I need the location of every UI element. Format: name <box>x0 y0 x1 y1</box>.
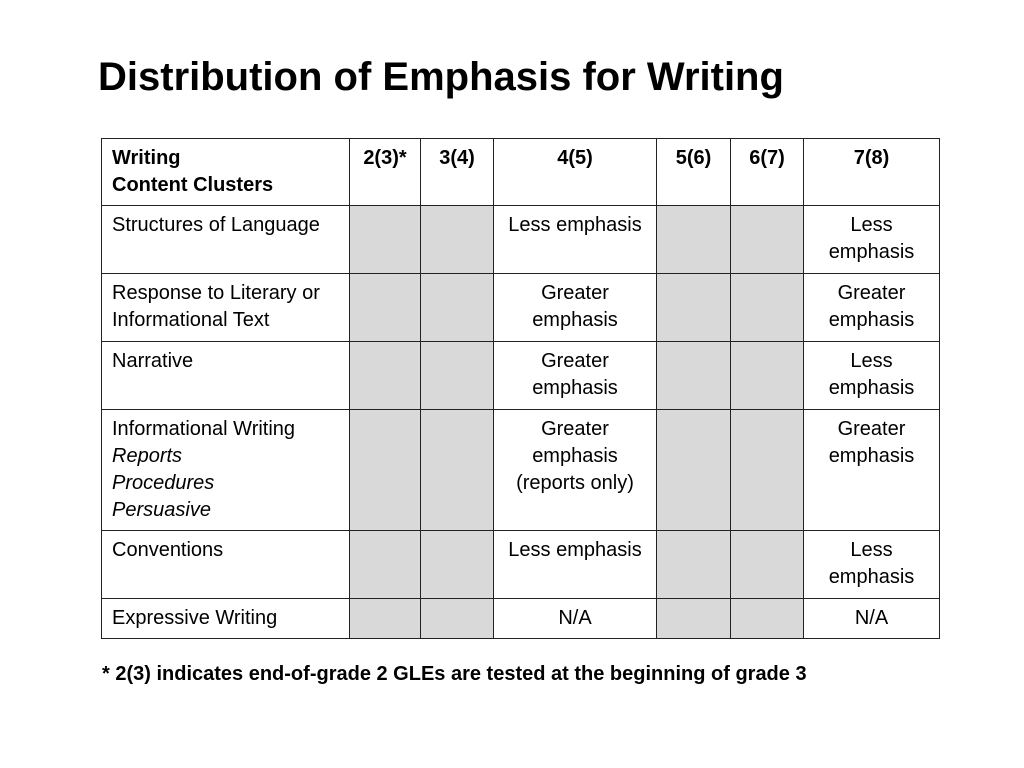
shaded-cell <box>657 599 731 639</box>
shaded-cell <box>421 531 494 599</box>
table-row <box>102 342 940 410</box>
shaded-cell <box>421 342 494 410</box>
page-title: Distribution of Emphasis for Writing <box>98 55 784 99</box>
row-label: Informational Writing <box>112 418 296 440</box>
shaded-cell <box>421 274 494 342</box>
emphasis-cell-4-5: Greater emphasis <box>494 342 657 410</box>
shaded-cell <box>731 206 804 274</box>
emphasis-cell-4-5: Less emphasis <box>494 531 657 599</box>
emphasis-cell-7-8: Less emphasis <box>804 531 940 599</box>
shaded-cell <box>731 599 804 639</box>
header-grade-7-8: 7(8) <box>804 139 940 206</box>
emphasis-note: (reports only) <box>516 472 634 494</box>
emphasis-cell-7-8: Greater emphasis <box>804 410 940 531</box>
shaded-cell <box>350 599 421 639</box>
shaded-cell <box>421 599 494 639</box>
shaded-cell <box>350 342 421 410</box>
emphasis-cell-7-8: Less emphasis <box>804 342 940 410</box>
shaded-cell <box>657 410 731 531</box>
row-label: Structures of Language <box>102 206 350 274</box>
shaded-cell <box>350 410 421 531</box>
header-cluster-line1: Writing <box>112 147 181 169</box>
header-grade-2-3: 2(3)* <box>350 139 421 206</box>
shaded-cell <box>731 342 804 410</box>
emphasis-table <box>101 138 940 639</box>
shaded-cell <box>731 274 804 342</box>
shaded-cell <box>657 531 731 599</box>
shaded-cell <box>350 531 421 599</box>
shaded-cell <box>421 206 494 274</box>
row-sub-item-procedures: Procedures <box>112 472 215 494</box>
emphasis-cell-7-8: N/A <box>804 599 940 639</box>
shaded-cell <box>350 206 421 274</box>
emphasis-cell-4-5: Greater emphasis <box>494 274 657 342</box>
table-row <box>102 206 940 274</box>
emphasis-text: Greater emphasis <box>532 418 618 467</box>
row-sub-item-reports: Reports <box>112 445 183 467</box>
emphasis-cell-7-8: Less emphasis <box>804 206 940 274</box>
header-grade-5-6: 5(6) <box>657 139 731 206</box>
row-label: Narrative <box>102 342 350 410</box>
header-content-clusters <box>102 139 350 206</box>
emphasis-cell-4-5: Less emphasis <box>494 206 657 274</box>
shaded-cell <box>731 531 804 599</box>
row-label: Response to Literary or Informational Text <box>102 274 350 342</box>
header-grade-6-7: 6(7) <box>731 139 804 206</box>
header-grade-3-4: 3(4) <box>421 139 494 206</box>
table-row <box>102 410 940 531</box>
row-sub-item-persuasive: Persuasive <box>112 499 211 521</box>
shaded-cell <box>350 274 421 342</box>
emphasis-cell-4-5: N/A <box>494 599 657 639</box>
table-header-row <box>102 139 940 206</box>
emphasis-cell-4-5 <box>494 410 657 531</box>
table-row <box>102 599 940 639</box>
footnote: * 2(3) indicates end-of-grade 2 GLEs are tested at the beginning of grade 3 <box>102 663 807 685</box>
table-row <box>102 274 940 342</box>
shaded-cell <box>657 206 731 274</box>
row-label: Conventions <box>102 531 350 599</box>
shaded-cell <box>657 342 731 410</box>
row-label: Expressive Writing <box>102 599 350 639</box>
table-row <box>102 531 940 599</box>
header-cluster-line2: Content Clusters <box>112 174 274 196</box>
emphasis-cell-7-8: Greater emphasis <box>804 274 940 342</box>
shaded-cell <box>421 410 494 531</box>
row-label-group <box>102 410 350 531</box>
header-grade-4-5: 4(5) <box>494 139 657 206</box>
shaded-cell <box>657 274 731 342</box>
shaded-cell <box>731 410 804 531</box>
